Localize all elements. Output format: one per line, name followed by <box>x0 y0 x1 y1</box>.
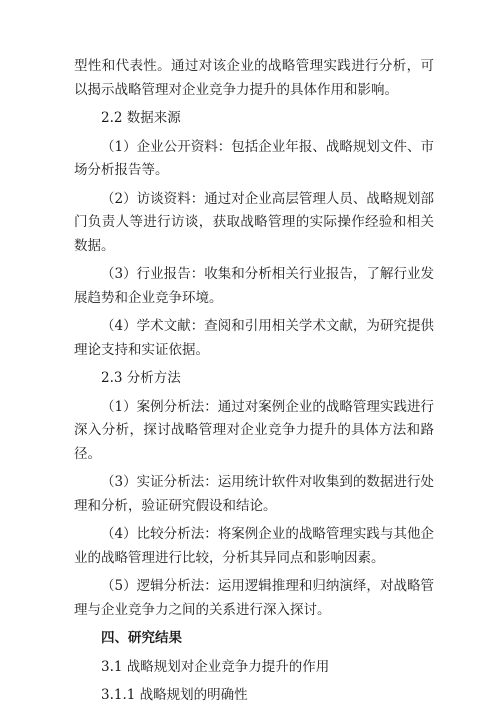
paragraph-continued: 型性和代表性。通过对该企业的战略管理实践进行分析，可以揭示战略管理对企业竞争力提升的具体作用和影响。 <box>74 58 434 98</box>
paragraph-method-3: （3）实证分析法：运用统计软件对收集到的数据进行处理和分析，验证研究假设和结论。 <box>74 474 434 514</box>
section-heading-2-2: 2.2 数据来源 <box>101 110 181 126</box>
paragraph-method-1: （1）案例分析法：通过对案例企业的战略管理实践进行深入分析，探讨战略管理对企业竞争力提升的具体方法和路径。 <box>74 398 434 462</box>
paragraph-source-2: （2）访谈资料：通过对企业高层管理人员、战略规划部门负责人等进行访谈，获取战略管理的实际操作经验和相关数据。 <box>74 190 434 254</box>
paragraph-source-3: （3）行业报告：收集和分析相关行业报告，了解行业发展趋势和企业竞争环境。 <box>74 266 434 306</box>
section-heading-3-1: 3.1 战略规划对企业竞争力提升的作用 <box>101 658 330 675</box>
document-body <box>74 55 434 713</box>
paragraph-method-4: （4）比较分析法：将案例企业的战略管理实践与其他企业的战略管理进行比较，分析其异同点和影响因素。 <box>74 526 434 566</box>
paragraph-source-1: （1）企业公开资料：包括企业年报、战略规划文件、市场分析报告等。 <box>74 138 434 178</box>
paragraph-source-4: （4）学术文献：查阅和引用相关学术文献，为研究提供理论支持和实证依据。 <box>74 318 434 358</box>
chapter-heading-results: 四、研究结果 <box>101 630 182 646</box>
paragraph-method-5: （5）逻辑分析法：运用逻辑推理和归纳演绎，对战略管理与企业竞争力之间的关系进行深入探讨。 <box>74 578 434 618</box>
section-heading-3-1-1: 3.1.1 战略规划的明确性 <box>101 687 248 703</box>
section-heading-2-3: 2.3 分析方法 <box>101 370 181 386</box>
